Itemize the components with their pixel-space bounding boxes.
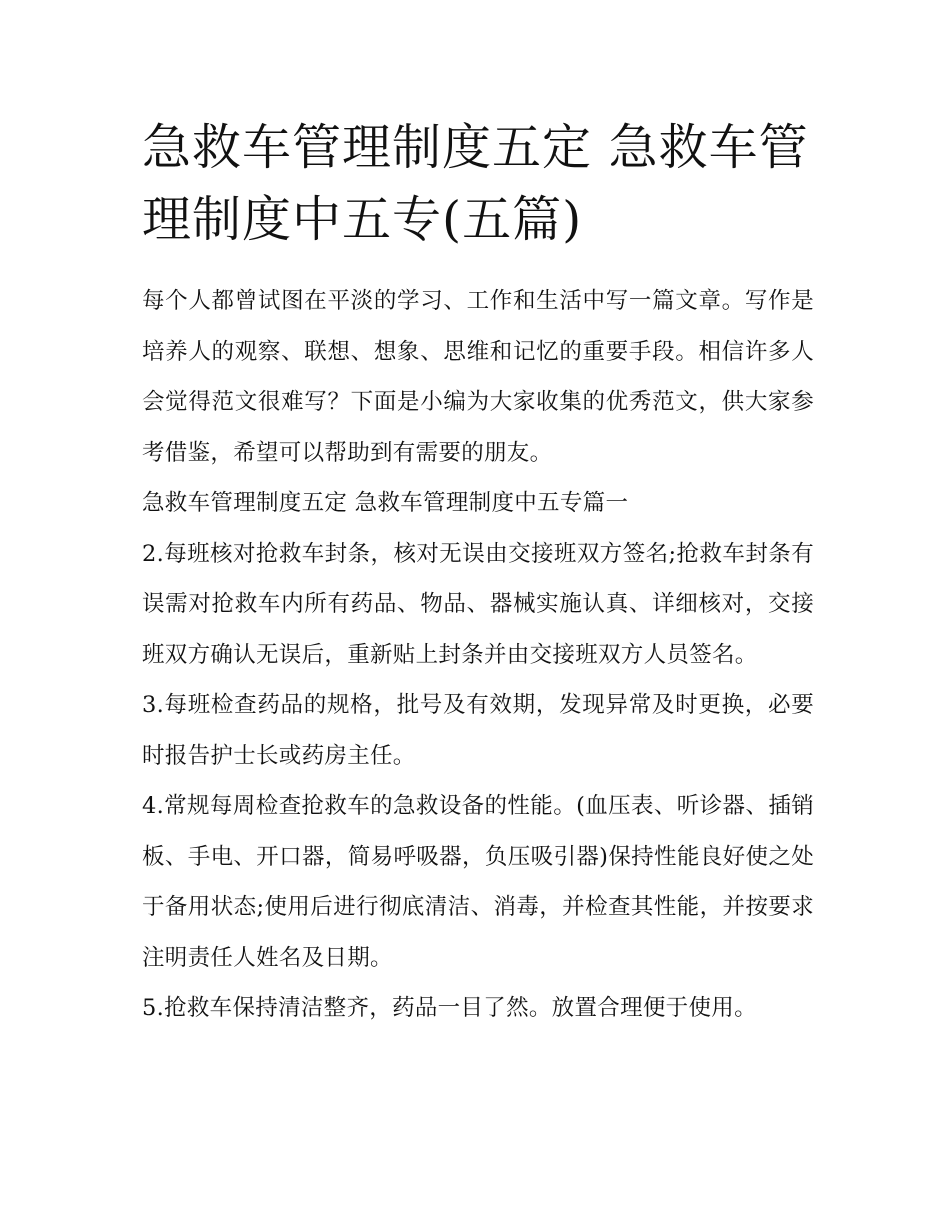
rule-item-2: 2.每班核对抢救车封条，核对无误由交接班双方签名;抢救车封条有误需对抢救车内所有药品、物品、器械实施认真、详细核对，交接班双方确认无误后，重新贴上封条并由交接班双方人员签名。 — [142, 540, 814, 668]
document-title: 急救车管理制度五定 急救车管理制度中五专(五篇) — [142, 119, 809, 248]
intro-paragraph: 每个人都曾试图在平淡的学习、工作和生活中写一篇文章。写作是培养人的观察、联想、想象、思维和记忆的重要手段。相信许多人会觉得范文很难写？下面是小编为大家收集的优秀范文，供大家参考借鉴，希望可以帮助到有需要的朋友。 — [142, 288, 814, 466]
section-heading: 急救车管理制度五定 急救车管理制度中五专篇一 — [142, 490, 629, 516]
rule-item-4: 4.常规每周检查抢救车的急救设备的性能。(血压表、听诊器、插销板、手电、开口器，简易呼吸器，负压吸引器)保持性能良好使之处于备用状态;使用后进行彻底清洁、消毒，并检查其性能，并按要求注明责任人姓名及日期。 — [142, 793, 814, 971]
rule-item-5: 5.抢救车保持清洁整齐，药品一目了然。放置合理便于使用。 — [142, 995, 757, 1021]
rule-item-3: 3.每班检查药品的规格，批号及有效期，发现异常及时更换，必要时报告护士长或药房主任。 — [142, 692, 814, 769]
document-body — [142, 276, 814, 1034]
